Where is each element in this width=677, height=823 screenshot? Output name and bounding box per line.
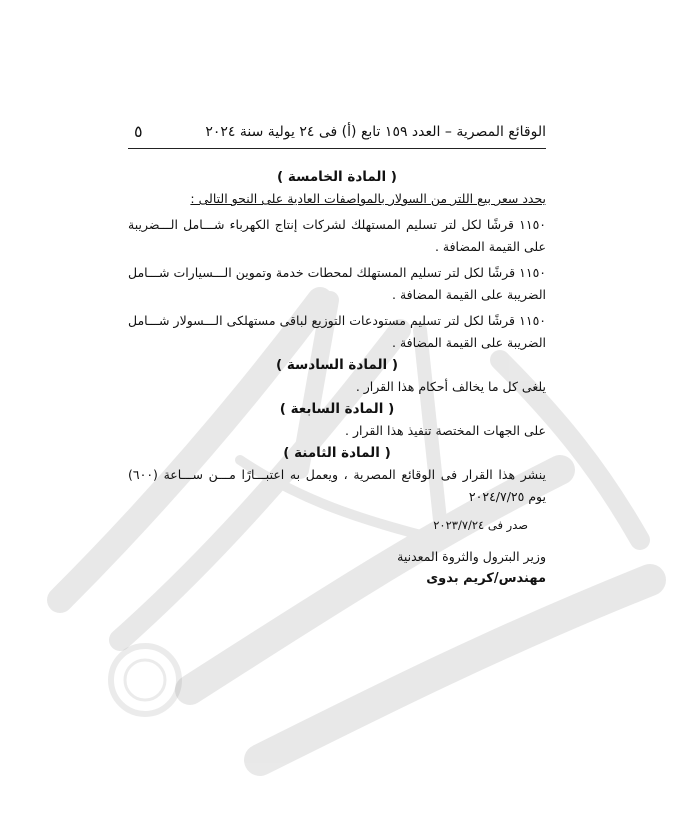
article-eight-heading: ( المادة الثامنة ) bbox=[283, 445, 391, 461]
minister-name: مهندس/كريم بدوى bbox=[426, 571, 546, 586]
minister-title: وزير البترول والثروة المعدنية bbox=[397, 549, 546, 564]
article-five-item: ١١٥٠ قرشًا لكل لتر تسليم مستودعات التوزيع لباقى مستهلكى الـــسولار شـــامل الضريبة على القيمة المضافة . bbox=[128, 313, 546, 350]
article-five-item: ١١٥٠ قرشًا لكل لتر تسليم المستهلك لمحطات خدمة وتموين الـــسيارات شـــامل الضريبة على القيمة المضافة . bbox=[128, 265, 546, 302]
signature-block bbox=[128, 546, 546, 590]
issued-date: صدر فى ٢٠٢٣/٧/٢٤ bbox=[433, 518, 528, 532]
header-title: الوقائع المصرية – العدد ١٥٩ تابع (أ) فى ٢٤ يولية سنة ٢٠٢٤ bbox=[205, 124, 546, 140]
watermark-stroke bbox=[260, 580, 650, 760]
article-seven-text: على الجهات المختصة تنفيذ هذا القرار . bbox=[345, 423, 546, 438]
article-five-intro: يحدد سعر بيع اللتر من السولار بالمواصفات العادية على النحو التالى : bbox=[190, 191, 546, 206]
document-body bbox=[128, 166, 546, 590]
article-eight-text: ينشر هذا القرار فى الوقائع المصرية ، ويعمل به اعتبـــارًا مـــن ســـاعة (٦٠٠) يوم ٢٠٢٤/٧/٢٥ bbox=[128, 467, 546, 504]
page-number: ٥ bbox=[134, 122, 143, 141]
page-header bbox=[128, 118, 546, 149]
article-five-item: ١١٥٠ قرشًا لكل لتر تسليم المستهلك لشركات إنتاج الكهرباء شـــامل الـــضريبة على القيمة المضافة . bbox=[128, 217, 546, 254]
watermark-seal bbox=[111, 646, 179, 714]
article-seven-heading: ( المادة السابعة ) bbox=[279, 401, 395, 417]
article-six-heading: ( المادة السادسة ) bbox=[275, 357, 399, 373]
article-five-heading: ( المادة الخامسة ) bbox=[277, 169, 397, 185]
watermark-seal-inner bbox=[125, 660, 165, 700]
article-six-text: يلغى كل ما يخالف أحكام هذا القرار . bbox=[355, 379, 546, 394]
